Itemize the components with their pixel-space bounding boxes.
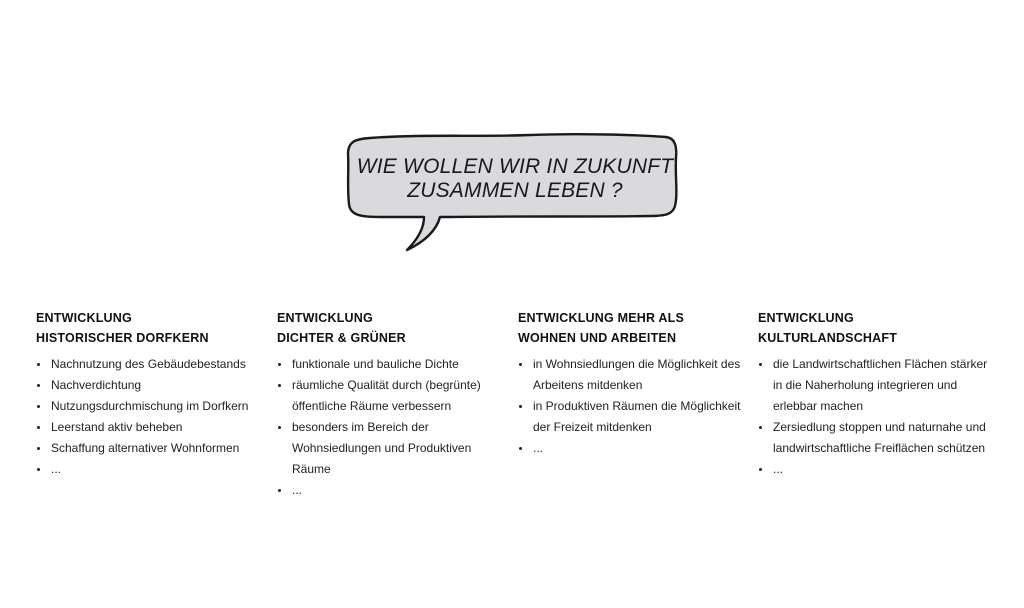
column-title-line-1: ENTWICKLUNG MEHR ALS <box>518 311 685 325</box>
list-item: Nachverdichtung <box>36 375 264 396</box>
bullet-list <box>758 354 990 480</box>
list-item: räumliche Qualität durch (begrünte) öffentliche Räume verbessern <box>277 375 489 417</box>
column-title-line-2: WOHNEN UND ARBEITEN <box>518 331 677 345</box>
column-title-line-2: KULTURLANDSCHAFT <box>758 331 898 345</box>
list-item: ... <box>758 459 990 480</box>
list-item: Nutzungsdurchmischung im Dorfkern <box>36 396 264 417</box>
speech-bubble <box>340 128 680 254</box>
column-historic-village-core <box>36 308 264 480</box>
list-item: besonders im Bereich der Wohnsiedlungen und Produktiven Räume <box>277 417 489 480</box>
bullet-list <box>277 354 489 501</box>
list-item: funktionale und bauliche Dichte <box>277 354 489 375</box>
bubble-line-1: WIE WOLLEN WIR IN ZUKUNFT <box>356 155 674 178</box>
list-item: ... <box>518 438 748 459</box>
list-item: Zersiedlung stoppen und naturnahe und landwirtschaftliche Freiflächen schützen <box>758 417 990 459</box>
list-item: Nachnutzung des Gebäudebestands <box>36 354 264 375</box>
column-title <box>758 308 990 348</box>
list-item: in Wohnsiedlungen die Möglichkeit des Arbeitens mitdenken <box>518 354 748 396</box>
column-title <box>277 308 489 348</box>
list-item: ... <box>36 459 264 480</box>
bubble-question <box>350 155 680 203</box>
list-item: Leerstand aktiv beheben <box>36 417 264 438</box>
column-title <box>518 308 748 348</box>
column-denser-greener <box>277 308 489 501</box>
column-cultural-landscape <box>758 308 990 480</box>
list-item: die Landwirtschaftlichen Flächen stärker in die Naherholung integrieren und erlebbar machen <box>758 354 990 417</box>
list-item: ... <box>277 480 489 501</box>
column-title-line-2: HISTORISCHER DORFKERN <box>36 331 209 345</box>
bullet-list <box>518 354 748 459</box>
column-title-line-1: ENTWICKLUNG <box>758 311 854 325</box>
list-item: Schaffung alternativer Wohnformen <box>36 438 264 459</box>
column-title-line-1: ENTWICKLUNG <box>277 311 373 325</box>
bubble-line-2: ZUSAMMEN LEBEN ? <box>407 179 623 202</box>
development-columns <box>36 308 996 498</box>
column-title <box>36 308 264 348</box>
bullet-list <box>36 354 264 480</box>
list-item: in Produktiven Räumen die Möglichkeit der Freizeit mitdenken <box>518 396 748 438</box>
column-title-line-2: DICHTER & GRÜNER <box>277 331 406 345</box>
column-more-than-living-working <box>518 308 748 459</box>
column-title-line-1: ENTWICKLUNG <box>36 311 132 325</box>
